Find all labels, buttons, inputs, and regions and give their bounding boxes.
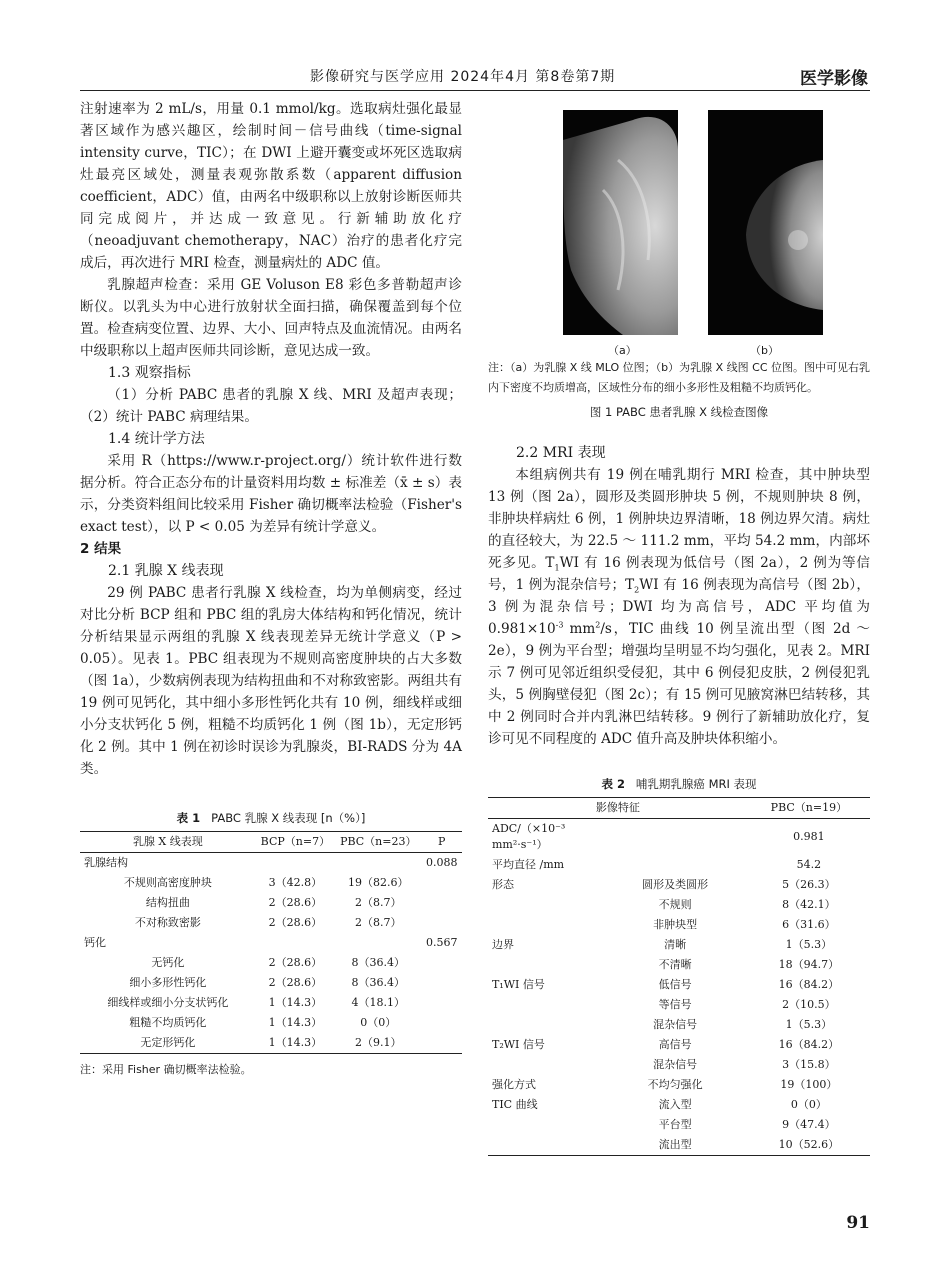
table2-title <box>488 776 870 792</box>
table1-cell-label: 细小多形性钙化 <box>129 976 207 989</box>
table1-title-text: PABC 乳腺 X 线表现 [n（%）] <box>211 811 366 825</box>
table2 <box>488 797 870 1156</box>
table2-cell-c1 <box>488 1135 603 1156</box>
table2-cell-c2 <box>603 819 748 856</box>
table2-cell-c1: 形态 <box>492 878 514 891</box>
heading-2-2: 2.2 MRI 表现 <box>516 445 606 461</box>
table2-cell-c3: 2（10.5） <box>782 998 836 1011</box>
table2-header-row <box>488 798 870 819</box>
table2-row <box>488 855 870 875</box>
table2-cell-c1 <box>488 995 603 1015</box>
table1-header-bcp: BCP（n=7） <box>260 835 331 848</box>
table2-cell-c3: 0（0） <box>790 1098 827 1111</box>
table1-cell-pbc: 2（9.1） <box>355 1036 402 1049</box>
table2-number: 表 2 <box>601 777 625 791</box>
table2-cell-c3: 54.2 <box>796 858 822 871</box>
table1-cell-pbc: 0（0） <box>360 1016 397 1029</box>
table2-row <box>488 955 870 975</box>
table1-row <box>80 1033 462 1054</box>
table2-cell-c3: 3（15.8） <box>782 1058 836 1071</box>
running-header <box>80 62 870 91</box>
table1-cell-label: 钙化 <box>84 936 106 949</box>
table1-title <box>80 810 462 826</box>
heading-1-4: 1.4 统计学方法 <box>108 431 205 447</box>
table1-number: 表 1 <box>176 811 201 825</box>
paragraph-indicators: （1）分析 PABC 患者的乳腺 X 线、MRI 及超声表现；（2）统计 PABC 病理结果。 <box>80 387 462 425</box>
table2-cell-c2: 清晰 <box>664 938 687 951</box>
table1-cell-bcp <box>256 933 335 953</box>
table2-row <box>488 1095 870 1115</box>
table2-row <box>488 1075 870 1095</box>
table2-cell-c3: 1（5.3） <box>785 938 833 951</box>
table1-row <box>80 893 462 913</box>
table2-row <box>488 935 870 955</box>
paragraph-xray-results: 29 例 PABC 患者行乳腺 X 线检查，均为单侧病变，经过对比分析 BCP 组和 PBC 组的乳房大体结构和钙化情况，统计分析结果显示两组的乳腺 X 线表现差异无统计学意义（P > 0.05）。见表 1。PBC 组表现为不规则高密度肿块的占大多数（图 1a），少数病例表现为结构扭曲和不对称致密影。两组共有 19 例可见钙化，其中细小多形性钙化共有 10 例，细线样或细小分支状钙化 5 例，粗糙不均质钙化 1 例（图 1b），无定形钙化 2 例。其中 1 例在初诊时误诊为乳腺炎，BI-RADS 分为 4A 类。 <box>80 585 462 777</box>
table1-note: 注：采用 Fisher 确切概率法检验。 <box>80 1063 252 1076</box>
table1-cell-label: 细线样或细小分支状钙化 <box>107 996 229 1009</box>
table1-cell-label: 不规则高密度肿块 <box>123 876 212 889</box>
table1-cell-pbc: 2（8.7） <box>355 896 402 909</box>
table1-cell-p <box>422 913 462 933</box>
table1-cell-label: 乳腺结构 <box>84 856 128 869</box>
left-column <box>80 98 462 1080</box>
table2-row <box>488 875 870 895</box>
table2-row <box>488 995 870 1015</box>
table1-cell-p <box>422 993 462 1013</box>
table1-header-feature: 乳腺 X 线表现 <box>132 835 203 848</box>
paragraph-ultrasound: 乳腺超声检查：采用 GE Voluson E8 彩色多普勒超声诊断仪。以乳头为中心进行放射状全面扫描，确保覆盖到每个位置。检查病变位置、边界、大小、回声特点及血流情况。由两名中级职称以上超声医师共同诊断，意见达成一致。 <box>80 277 462 359</box>
table2-cell-c2: 低信号 <box>658 978 692 991</box>
table2-cell-c2: 混杂信号 <box>653 1058 698 1071</box>
table1-row <box>80 1013 462 1033</box>
table2-cell-c2: 流入型 <box>658 1098 692 1111</box>
table1-row <box>80 973 462 993</box>
table2-cell-c2: 不规则 <box>658 898 692 911</box>
table1 <box>80 831 462 1054</box>
table2-cell-c1: ADC/（×10⁻³ mm²·s⁻¹） <box>492 822 566 851</box>
table2-cell-c2: 不均匀强化 <box>647 1078 703 1091</box>
table2-cell-c3: 19（100） <box>780 1078 838 1091</box>
table2-cell-c3: 0.981 <box>793 830 825 843</box>
table2-title-text: 哺乳期乳腺癌 MRI 表现 <box>635 777 757 791</box>
table1-cell-bcp: 3（42.8） <box>268 876 323 889</box>
table1-cell-label: 粗糙不均质钙化 <box>129 1016 207 1029</box>
mri-text-part-a: 本组病例共有 19 例在哺乳期行 MRI 检查，其中肿块型 13 例（图 2a），圆形及类圆形肿块 5 例，不规则肿块 8 例，非肿块样病灶 6 例，1 例肿块边界清晰，18 例边界欠清。病灶的直径较大，为 22.5 ～ 111.2 mm，平均 54.2 mm，内部坏死多见。T <box>488 467 870 571</box>
mammogram-cc-image <box>708 110 823 335</box>
table2-cell-c2: 混杂信号 <box>653 1018 698 1031</box>
table1-body <box>80 853 462 1054</box>
table1-header-row <box>80 832 462 853</box>
table2-cell-c1: 强化方式 <box>492 1078 536 1091</box>
table2-row <box>488 895 870 915</box>
table1-cell-bcp: 1（14.3） <box>268 1016 323 1029</box>
table2-row <box>488 1055 870 1075</box>
table2-cell-c3: 8（42.1） <box>782 898 836 911</box>
mri-text-part-c: WI 有 16 例表现为高信号（图 2b），3 例为混杂信号；DWI 均为高信号，ADC 平均值为 0.981×10 <box>488 577 870 637</box>
table2-cell-c3: 6（31.6） <box>782 918 836 931</box>
table2-cell-c2: 平台型 <box>658 1118 692 1131</box>
table1-row <box>80 873 462 893</box>
table1-cell-bcp: 1（14.3） <box>268 1036 323 1049</box>
table1-cell-bcp: 1（14.3） <box>268 996 323 1009</box>
table2-cell-c1: 边界 <box>492 938 514 951</box>
table1-cell-p <box>422 973 462 993</box>
page-number: 91 <box>846 1213 870 1233</box>
table2-cell-c1 <box>488 955 603 975</box>
table1-cell-pbc <box>335 853 421 874</box>
table2-row <box>488 1135 870 1156</box>
table1-cell-pbc: 19（82.6） <box>348 876 409 889</box>
table1-cell-pbc <box>335 933 421 953</box>
section-title: 医学影像 <box>800 69 868 89</box>
table2-cell-c2: 流出型 <box>658 1138 692 1151</box>
figure1 <box>488 98 870 358</box>
table2-cell-c3: 18（94.7） <box>778 958 840 971</box>
table1-cell-label: 无钙化 <box>151 956 185 969</box>
superscript-sq: 2 <box>595 620 601 630</box>
table2-cell-c3: 1（5.3） <box>785 1018 833 1031</box>
heading-2-1: 2.1 乳腺 X 线表现 <box>108 563 224 579</box>
table1-header-p: P <box>438 835 446 848</box>
table1-cell-p <box>422 873 462 893</box>
paragraph-mri-results <box>488 464 870 750</box>
table2-header-feature: 影像特征 <box>595 801 640 814</box>
table1-cell-label: 结构扭曲 <box>145 896 190 909</box>
table2-row <box>488 915 870 935</box>
table1-row <box>80 913 462 933</box>
table2-cell-c2: 非肿块型 <box>653 918 698 931</box>
paragraph-mri-method: 注射速率为 2 mL/s，用量 0.1 mmol/kg。选取病灶强化最显著区域作为感兴趣区，绘制时间－信号曲线（time-signal intensity curve，TIC）；在 DWI 上避开囊变或坏死区选取病灶最亮区域处，测量表观弥散系数（apparent diffusion coefficient，ADC）值，由两名中级职称以上放射诊断医师共同完成阅片，并达成一致意见。行新辅助放化疗（neoadjuvant chemotherapy，NAC）治疗的患者化疗完成后，再次进行 MRI 检查，测量病灶的 ADC 值。 <box>80 101 462 271</box>
table2-row <box>488 1115 870 1135</box>
table1-cell-pbc: 2（8.7） <box>355 916 402 929</box>
table2-header-pbc: PBC（n=19） <box>770 801 848 814</box>
table2-cell-c1: T₁WI 信号 <box>492 978 545 991</box>
figure1-label-a: （a） <box>608 344 637 357</box>
table1-cell-pbc: 8（36.4） <box>351 956 406 969</box>
table2-cell-c3: 16（84.2） <box>778 978 840 991</box>
table2-cell-c1 <box>488 1115 603 1135</box>
mri-text-part-b: WI 有 16 例表现为低信号（图 2a），2 例为等信号，1 例为混杂信号；T <box>488 555 870 593</box>
table2-body <box>488 819 870 1156</box>
table1-row <box>80 853 462 874</box>
table2-cell-c3: 16（84.2） <box>778 1038 840 1051</box>
table1-cell-p <box>422 1013 462 1033</box>
table2-row <box>488 1015 870 1035</box>
heading-1-3: 1.3 观察指标 <box>108 365 191 381</box>
table2-row <box>488 975 870 995</box>
journal-info: 影像研究与医学应用 2024年4月 第8卷第7期 <box>310 69 616 85</box>
table2-cell-c1: 平均直径 /mm <box>492 858 565 871</box>
table1-row <box>80 933 462 953</box>
table1-cell-label: 不对称致密影 <box>134 916 201 929</box>
paragraph-statistics: 采用 R（https://www.r-project.org/）统计软件进行数据分析。符合正态分布的计量资料用均数 ± 标准差（x̄ ± s）表示，分类资料组间比较采用 Fisher 确切概率法检验（Fisher's exact test），以 P < 0.05 为差异有统计学意义。 <box>80 453 462 535</box>
table2-cell-c3: 10（52.6） <box>778 1138 840 1151</box>
table1-cell-p <box>422 953 462 973</box>
table2-cell-c2: 不清晰 <box>658 958 692 971</box>
mammogram-mlo-image <box>563 110 678 335</box>
table1-cell-p <box>422 1033 462 1054</box>
table1-row <box>80 993 462 1013</box>
heading-2: 2 结果 <box>80 541 122 557</box>
figure1-caption: 注：（a）为乳腺 X 线 MLO 位图；（b）为乳腺 X 线图 CC 位图。图中可见右乳内下密度不均质增高，区域性分布的细小多形性及粗糙不均质钙化。 <box>488 361 871 394</box>
table1-cell-p <box>422 893 462 913</box>
table1-cell-bcp: 2（28.6） <box>268 976 323 989</box>
table1-cell-bcp <box>256 853 335 874</box>
table2-cell-c1 <box>488 1055 603 1075</box>
table1-cell-p: 0.567 <box>426 936 458 949</box>
table1-cell-label: 无定形钙化 <box>140 1036 196 1049</box>
table2-cell-c1 <box>488 1015 603 1035</box>
table1-cell-bcp: 2（28.6） <box>268 896 323 909</box>
table2-row <box>488 819 870 856</box>
table2-cell-c2 <box>603 855 748 875</box>
mri-text-part-d: mm <box>563 621 596 637</box>
subscript-1: 1 <box>554 563 560 573</box>
subscript-2: 2 <box>634 585 640 595</box>
table1-cell-bcp: 2（28.6） <box>268 916 323 929</box>
table2-cell-c2: 圆形及类圆形 <box>642 878 709 891</box>
table2-row <box>488 1035 870 1055</box>
table2-cell-c2: 高信号 <box>658 1038 692 1051</box>
right-column <box>488 98 870 1156</box>
table2-cell-c1 <box>488 915 603 935</box>
table2-cell-c3: 5（26.3） <box>782 878 836 891</box>
table1-cell-p: 0.088 <box>426 856 458 869</box>
table2-cell-c2: 等信号 <box>658 998 692 1011</box>
table1-cell-pbc: 8（36.4） <box>351 976 406 989</box>
figure1-title: 图 1 PABC 患者乳腺 X 线检查图像 <box>589 405 769 419</box>
table2-cell-c3: 9（47.4） <box>782 1118 836 1131</box>
table1-row <box>80 953 462 973</box>
table1-cell-bcp: 2（28.6） <box>268 956 323 969</box>
figure1-label-b: （b） <box>750 344 779 357</box>
table2-cell-c1: T₂WI 信号 <box>492 1038 545 1051</box>
superscript-exp: -3 <box>555 620 564 630</box>
mri-text-part-e: /s，TIC 曲线 10 例呈流出型（图 2d ～ 2e），9 例为平台型；增强均呈明显不均匀强化，见表 2。MRI 示 7 例可见邻近组织受侵犯，其中 6 例侵犯皮肤，2 例侵犯乳头，5 例胸壁侵犯（图 2c）；有 15 例可见腋窝淋巴结转移，其中 2 例同时合并内乳淋巴结转移。9 例行了新辅助放化疗，复诊可见不同程度的 ADC 值升高及肿块体积缩小。 <box>488 621 870 747</box>
table2-cell-c1 <box>488 895 603 915</box>
table1-header-pbc: PBC（n=23） <box>340 835 417 848</box>
table1-cell-pbc: 4（18.1） <box>351 996 406 1009</box>
table2-cell-c1: TIC 曲线 <box>492 1098 538 1111</box>
